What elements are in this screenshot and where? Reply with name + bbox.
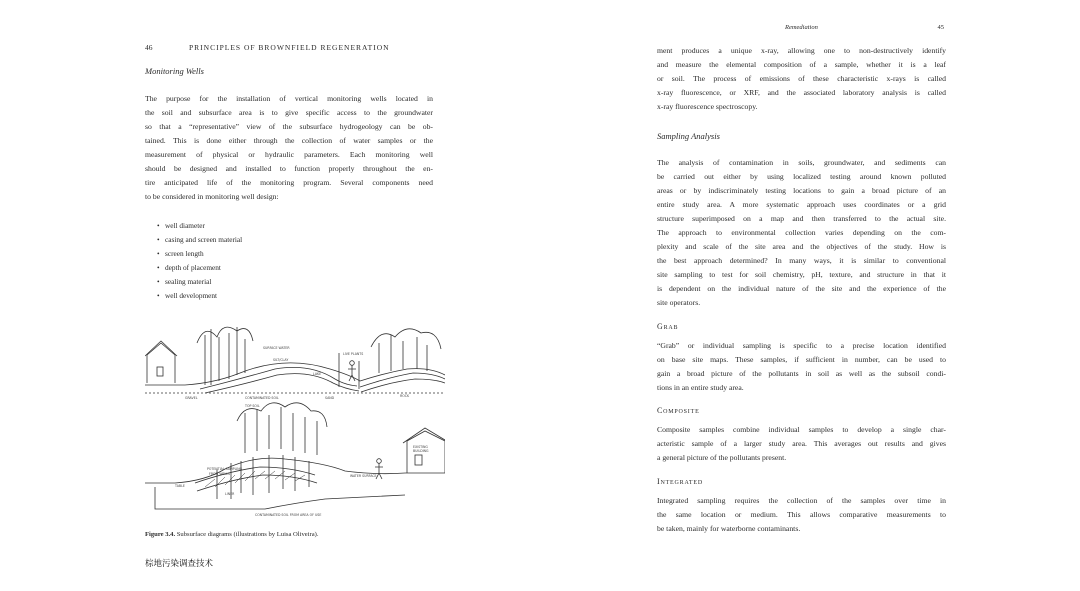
section-title-sampling-analysis: Sampling Analysis xyxy=(657,131,720,141)
paragraph-line: Integrated sampling requires the collection of the samples over time in xyxy=(657,496,946,505)
paragraph-line: ment produces a unique x-ray, allowing one to non-destructively identify xyxy=(657,46,946,55)
svg-text:LAKE: LAKE xyxy=(313,372,322,376)
list-item: • sealing material xyxy=(157,277,212,286)
svg-text:FROM WELLS: FROM WELLS xyxy=(209,472,231,476)
paragraph-line: “Grab” or individual sampling is specific to a precise location identified xyxy=(657,341,946,350)
paragraph-line: The purpose for the installation of vertical monitoring wells located in xyxy=(145,94,433,103)
paragraph-line: x-ray fluorescence spectroscopy. xyxy=(657,102,758,111)
paragraph-line: site operators. xyxy=(657,298,701,307)
svg-text:TABLE: TABLE xyxy=(175,484,185,488)
paragraph-line: tions in an entire study area. xyxy=(657,383,744,392)
svg-text:LINER: LINER xyxy=(225,492,235,496)
svg-text:SILT/CLAY: SILT/CLAY xyxy=(273,358,289,362)
paragraph-line: be taken, mainly for waterborne contaminants. xyxy=(657,524,801,533)
paragraph-line: plexity and scale of the site area and the objectives of the study. How is xyxy=(657,242,946,251)
subsurface-illustration xyxy=(145,323,445,528)
paragraph-line: the best approach determined? In many ways, it is similar to conventional xyxy=(657,256,946,265)
integrated-paragraph xyxy=(657,494,946,536)
footer-note: 棕地污染调查技术 xyxy=(145,559,214,569)
paragraph-line: to be considered in monitoring well design: xyxy=(145,192,279,201)
right-running-title: Remediation xyxy=(785,24,818,31)
list-item: • depth of placement xyxy=(157,263,221,272)
left-running-head xyxy=(145,43,390,52)
paragraph-line: and measure the elemental composition of a sample, whether it is a leaf xyxy=(657,60,946,69)
subhead-composite: Composite xyxy=(657,406,700,415)
svg-text:GRAVEL: GRAVEL xyxy=(185,396,198,400)
paragraph-line: areas or by indiscriminately testing locations to gain a broad picture of an xyxy=(657,186,946,195)
paragraph-line: The approach to environmental collection varies depending on the com- xyxy=(657,228,946,237)
monitoring-wells-paragraph xyxy=(145,92,433,204)
composite-paragraph xyxy=(657,423,946,465)
paragraph-line: or soil. The process of emissions of these characteristic x-rays is called xyxy=(657,74,946,83)
svg-text:SURFACE WATER: SURFACE WATER xyxy=(263,346,290,350)
paragraph-line: measurement of physical or hydraulic parameters. Each monitoring well xyxy=(145,150,433,159)
paragraph-line: site sampling to test for soil chemistry, pH, texture, and structure in that it xyxy=(657,270,946,279)
left-page-number: 46 xyxy=(145,43,153,52)
list-item: • well diameter xyxy=(157,221,205,230)
paragraph-line: gain a broad picture of the pollutants in soil as well as the subsoil condi- xyxy=(657,369,946,378)
svg-text:POTENTIAL SAMPLING: POTENTIAL SAMPLING xyxy=(207,467,243,471)
paragraph-line: structure superimposed on a map and then transferred to the actual site. xyxy=(657,214,946,223)
svg-text:CONTAMINATED SOIL FROM AREA OF: CONTAMINATED SOIL FROM AREA OF USE xyxy=(255,513,322,517)
paragraph-line: is dependent on the individual nature of the site and the experience of the xyxy=(657,284,946,293)
paragraph-line: tained. This is done either through the collection of water samples or the xyxy=(145,136,433,145)
right-page xyxy=(657,22,949,562)
xrf-paragraph xyxy=(657,44,946,114)
figure-caption xyxy=(145,531,319,538)
sampling-analysis-paragraph xyxy=(657,156,946,310)
left-running-title: PRINCIPLES OF BROWNFIELD REGENERATION xyxy=(189,43,390,52)
right-page-number: 45 xyxy=(937,24,944,31)
paragraph-line: acteristic sample of a larger study area. This averages out results and gives xyxy=(657,439,946,448)
figure-caption-text: Subsurface diagrams (illustrations by Luisa Oliveira). xyxy=(175,531,319,538)
list-item: • casing and screen material xyxy=(157,235,243,244)
subhead-integrated: Integrated xyxy=(657,477,703,486)
paragraph-line: The analysis of contamination in soils, groundwater, and sediments can xyxy=(657,158,946,167)
paragraph-line: so that a “representative” view of the subsurface hydrogeology can be ob- xyxy=(145,122,433,131)
section-title-monitoring-wells: Monitoring Wells xyxy=(145,66,204,76)
svg-text:WATER SURFACE: WATER SURFACE xyxy=(350,474,377,478)
svg-text:ROCK: ROCK xyxy=(400,394,410,398)
svg-text:EXISTING: EXISTING xyxy=(413,445,428,449)
paragraph-line: entire study area. A more systematic approach uses coordinates or a grid xyxy=(657,200,946,209)
svg-text:LIVE PLANTS: LIVE PLANTS xyxy=(343,352,364,356)
svg-text:TOP SOIL: TOP SOIL xyxy=(245,404,260,408)
left-page xyxy=(145,40,445,585)
svg-text:CONTAMINATED SOIL: CONTAMINATED SOIL xyxy=(245,396,279,400)
list-item: • well development xyxy=(157,291,218,300)
paragraph-line: the soil and subsurface area is to give specific access to the groundwater xyxy=(145,108,433,117)
grab-paragraph xyxy=(657,339,946,395)
paragraph-line: the same location or medium. This allows comparative measurements to xyxy=(657,510,946,519)
svg-text:SAND: SAND xyxy=(325,396,335,400)
list-item: • screen length xyxy=(157,249,204,258)
paragraph-line: be carried out either by using localized testing around known polluted xyxy=(657,172,946,181)
figure-caption-label: Figure 3.4. xyxy=(145,531,176,538)
figure-subsurface-diagrams xyxy=(145,323,445,533)
paragraph-line: a general picture of the pollutants present. xyxy=(657,453,787,462)
paragraph-line: should be designed and installed to function properly throughout the en- xyxy=(145,164,433,173)
paragraph-line: on base site maps. These samples, if sufficient in number, can be used to xyxy=(657,355,946,364)
design-components-list xyxy=(157,219,242,303)
paragraph-line: x-ray fluorescence, or XRF, and the associated laboratory analysis is called xyxy=(657,88,946,97)
paragraph-line: tire anticipated life of the monitoring program. Several components need xyxy=(145,178,433,187)
svg-text:BUILDING: BUILDING xyxy=(413,449,429,453)
subhead-grab: Grab xyxy=(657,322,679,331)
paragraph-line: Composite samples combine individual samples to develop a single char- xyxy=(657,425,946,434)
